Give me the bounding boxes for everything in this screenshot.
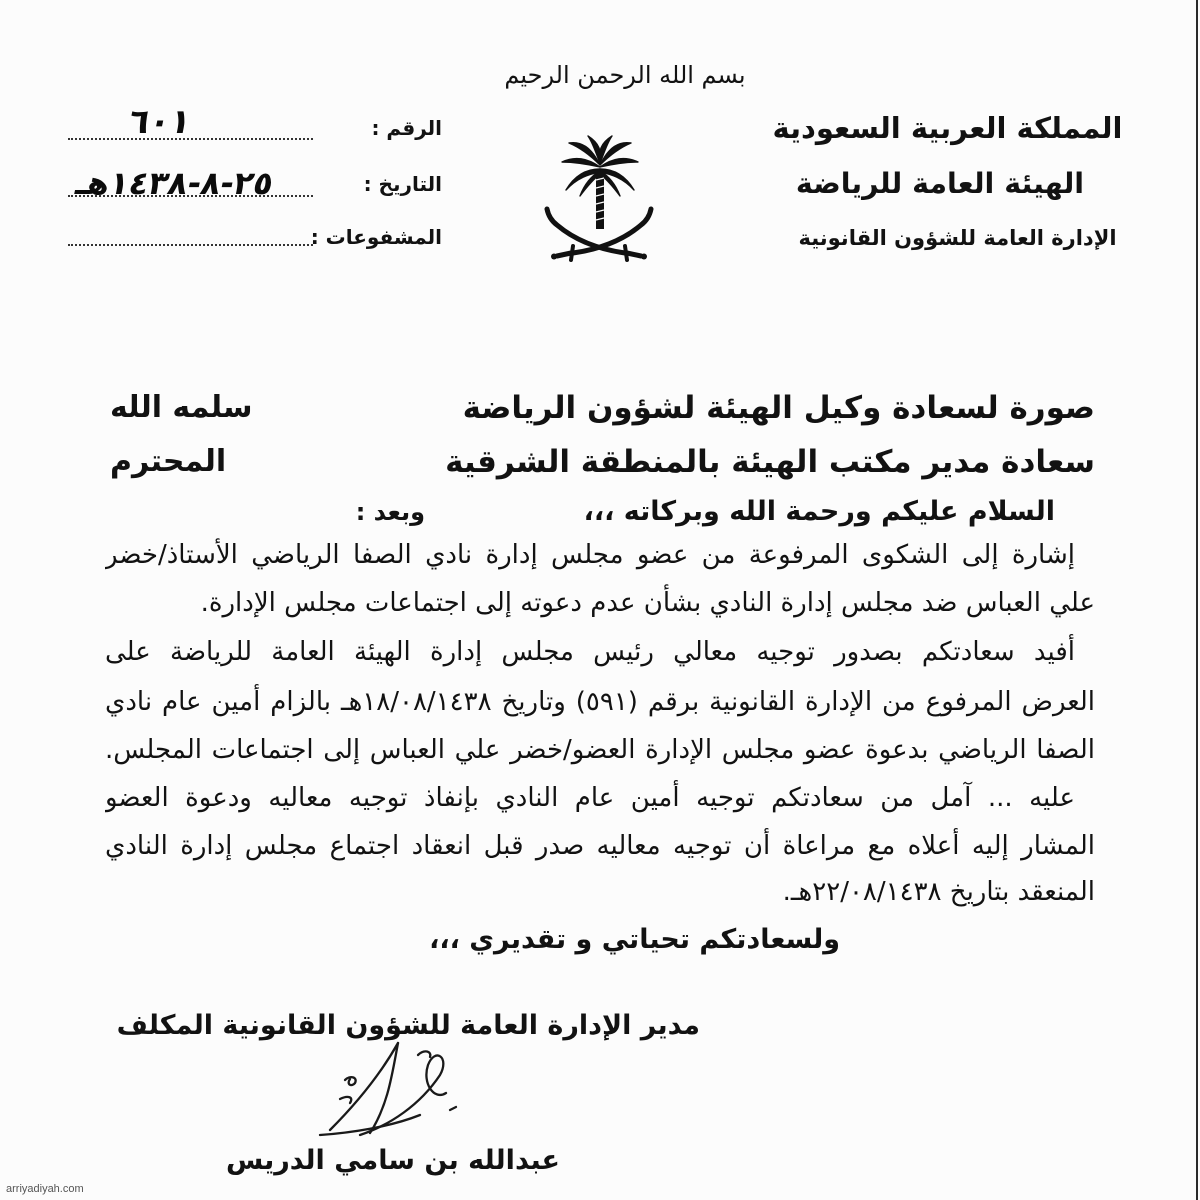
handwritten-signature-icon [300,1035,480,1145]
signatory-title: مدير الإدارة العامة للشؤون القانونية المكلف [116,1010,700,1041]
country-name: المملكة العربية السعودية [772,111,1123,145]
basmala: بسم الله الرحمن الرحيم [504,61,746,89]
page-edge [1196,0,1198,1200]
recipient-name: سعادة مدير مكتب الهيئة بالمنطقة الشرقية [445,444,1095,480]
signatory-name: عبدالله بن سامي الدريس [225,1145,560,1176]
number-value: ٦٠١ [124,102,196,142]
body-line: عليه ... آمل من سعادتكم توجيه أمين عام النادي بإنفاذ توجيه معاليه ودعوة العضو [105,783,1075,813]
saudi-emblem-icon [543,133,655,268]
body-line: إشارة إلى الشكوى المرفوعة من عضو مجلس إدارة نادي الصفا الرياضي الأستاذ/خضر [105,540,1075,570]
date-label: التاريخ : [363,172,442,196]
department-name: الإدارة العامة للشؤون القانونية [798,226,1117,250]
greeting-followup: وبعد : [355,498,425,526]
attachments-dotted-line [68,244,313,246]
date-dotted-line [68,195,313,197]
body-line: أفيد سعادتكم بصدور توجيه معالي رئيس مجلس إدارة الهيئة العامة للرياضة على [105,637,1075,667]
recipient-name: صورة لسعادة وكيل الهيئة لشؤون الرياضة [462,390,1095,426]
body-line: الصفا الرياضي بدعوة عضو مجلس الإدارة العضو/خضر علي العباس إلى اجتماعات المجلس. [105,735,1095,765]
greeting: السلام عليكم ورحمة الله وبركاته ،،، [583,496,1055,527]
number-dotted-line [68,138,313,140]
recipient-honorific: سلمه الله [110,390,253,425]
body-line: العرض المرفوع من الإدارة القانونية برقم (٥٩١) وتاريخ ١٨/٠٨/١٤٣٨هـ بالزام أمين عام نادي [105,687,1095,717]
body-line: المنعقد بتاريخ ٢٢/٠٨/١٤٣٨هـ. [782,877,1095,907]
number-label: الرقم : [371,116,442,140]
closing: ولسعادتكم تحياتي و تقديري ،،، [429,924,840,955]
recipient-honorific: المحترم [110,444,227,479]
authority-name: الهيئة العامة للرياضة [795,167,1085,200]
source-watermark: arriyadiyah.com [6,1183,84,1195]
body-line: المشار إليه أعلاه مع مراعاة أن توجيه معاليه صدر قبل انعقاد اجتماع مجلس إدارة النادي [105,831,1095,861]
attachments-label: المشفوعات : [310,225,442,249]
body-line: علي العباس ضد مجلس إدارة النادي بشأن عدم دعوته إلى اجتماعات مجلس الإدارة. [200,588,1095,618]
date-value: ٢٥-٨-١٤٣٨هـ [72,164,278,202]
